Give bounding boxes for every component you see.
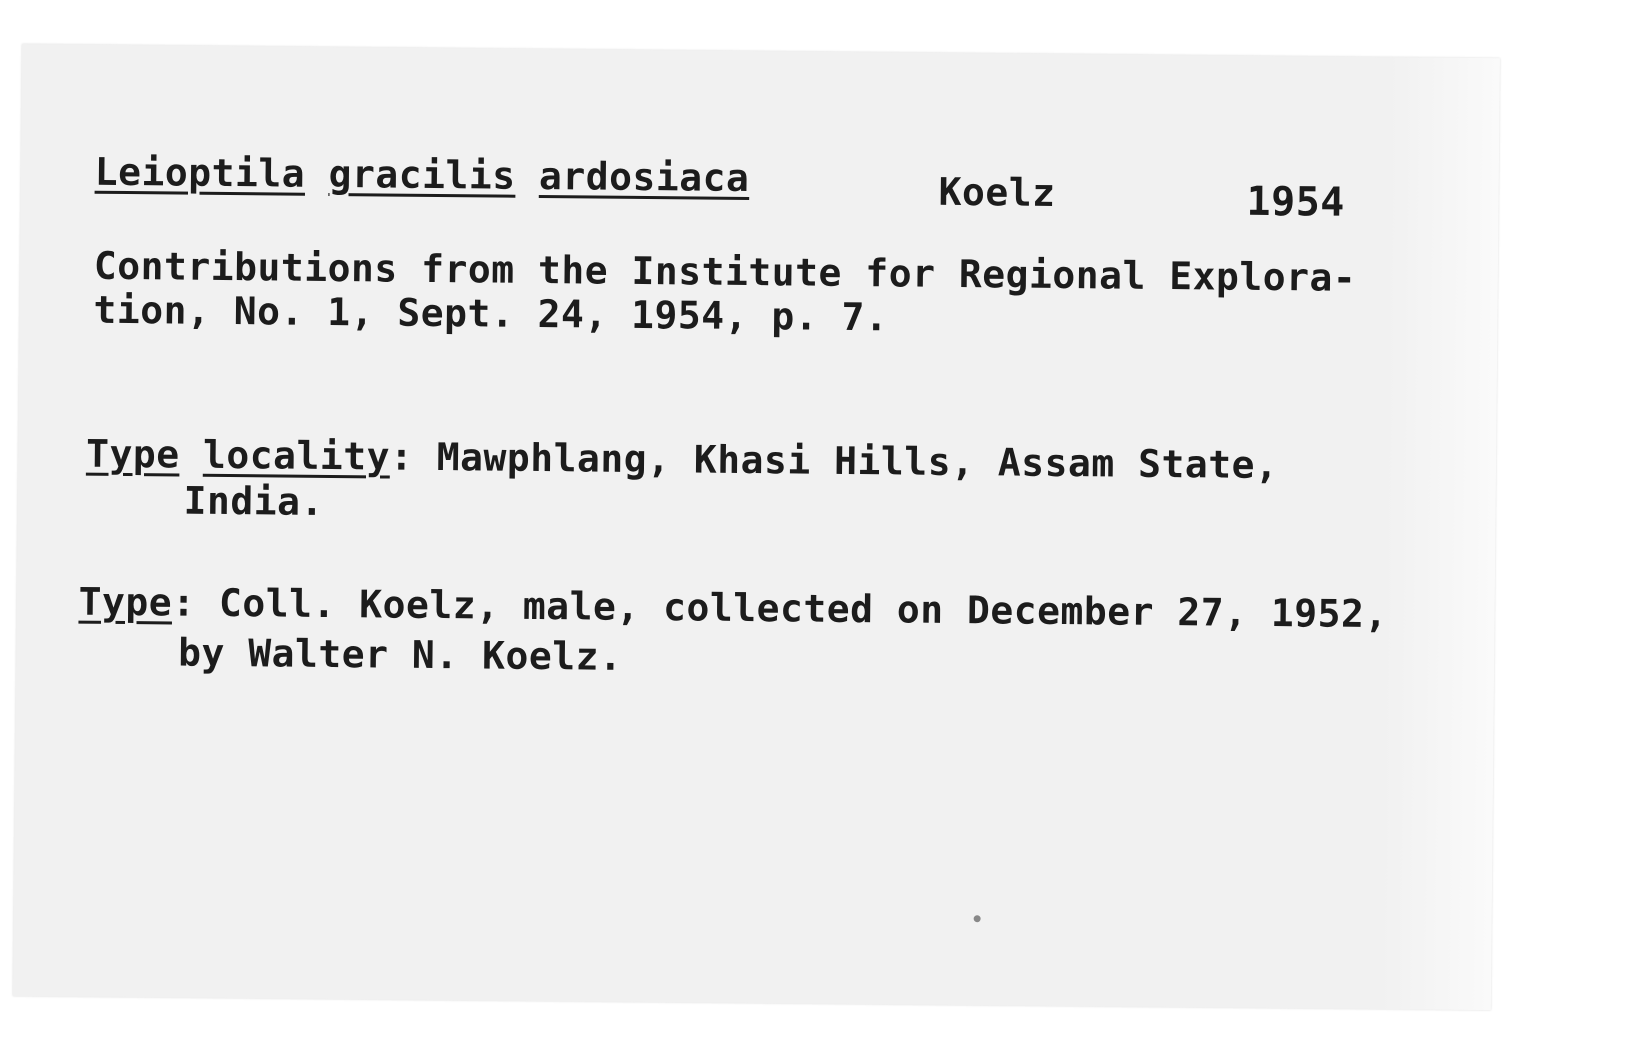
speck-mark [974, 915, 981, 922]
author: Koelz [938, 169, 1056, 215]
index-card [13, 44, 1500, 1010]
year: 1954 [1246, 178, 1346, 226]
type-locality-label-type: Type [85, 431, 180, 477]
type-locality-label-locality: locality [202, 432, 391, 479]
card-content [13, 44, 1500, 1010]
citation-line-1: Contributions from the Institute for Regional Explora- [93, 243, 1357, 300]
species: gracilis [328, 151, 516, 198]
type-locality-colon: : [389, 434, 414, 479]
genus: Leioptila [94, 149, 306, 196]
type-locality-line-2: India. [183, 478, 325, 524]
type-text: Coll. Koelz, male, collected on December 27, 1952, [218, 580, 1389, 637]
type-line-1 [78, 579, 1389, 637]
type-colon: : [171, 580, 196, 625]
type-line-2: by Walter N. Koelz. [177, 630, 623, 679]
type-locality-line-1 [85, 431, 1279, 488]
taxon-name [94, 149, 750, 200]
subspecies: ardosiaca [538, 153, 750, 200]
type-label: Type [78, 579, 173, 625]
type-locality-text: Mawphlang, Khasi Hills, Assam State, [436, 435, 1279, 488]
citation-line-2: tion, No. 1, Sept. 24, 1954, p. 7. [93, 287, 889, 340]
